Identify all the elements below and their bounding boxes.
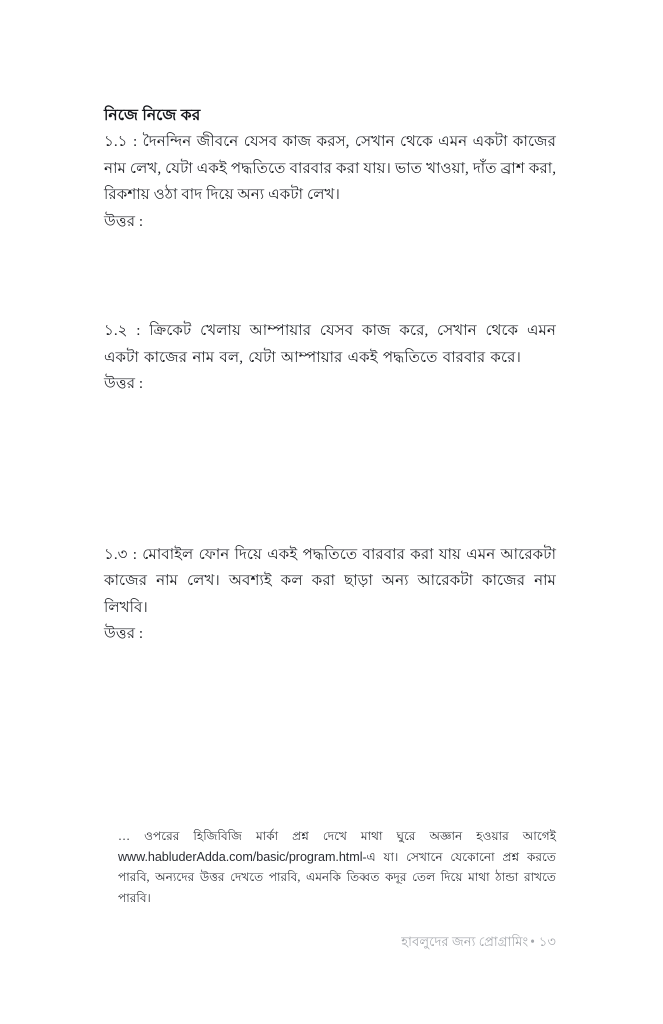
footnote-tail-text: -এ যা। সেখানে যেকোনো প্রশ্ন করতে পারবি, অন্যদের উত্তর দেখতে পারবি, এমনকি তিব্বত কদূর তেল দিয়ে মাথা ঠান্ডা রাখতে পারবি। <box>118 849 556 905</box>
footer-page-number: ১৩ <box>538 934 556 949</box>
question-text-3: ১.৩ : মোবাইল ফোন দিয়ে একই পদ্ধতিতে বারবার করা যায় এমন আরেকটা কাজের নাম লেখ। অবশ্যই কল করা ছাড়া অন্য আরেকটা কাজের নাম লিখবি। <box>104 545 556 616</box>
question-text-2: ১.২ : ক্রিকেট খেলায় আম্পায়ার যেসব কাজ করে, সেখান থেকে এমন একটা কাজের নাম বল, যেটা আম্পায়ার একই পদ্ধতিতে বারবার করে। <box>104 322 556 366</box>
page-footer <box>0 932 556 952</box>
footnote-url[interactable]: www.habluderAdda.com/basic/program.html <box>118 849 363 864</box>
question-text-1: ১.১ : দৈনন্দিন জীবনে যেসব কাজ করস, সেখান থেকে এমন একটা কাজের নাম লেখ, যেটা একই পদ্ধতিতে বারবার করা যায়। ভাত খাওয়া, দাঁত ব্রাশ করা, রিকশায় ওঠা বাদ দিয়ে অন্য একটা লেখ। <box>104 133 556 203</box>
answer-space-1[interactable] <box>104 235 556 318</box>
page-content <box>104 104 556 830</box>
exercise-block-1 <box>104 129 556 318</box>
footnote <box>118 826 556 908</box>
footer-separator-dot: • <box>530 934 535 949</box>
footnote-lead-text: … ওপরের হিজিবিজি মার্কা প্রশ্ন দেখে মাথা ঘুরে অজ্ঞান হওয়ার আগেই <box>118 829 556 843</box>
answer-space-3[interactable] <box>104 648 556 830</box>
exercise-block-3 <box>104 542 556 830</box>
answer-label-3: উত্তর : <box>104 625 144 642</box>
answer-space-2[interactable] <box>104 398 556 542</box>
exercise-block-2 <box>104 318 556 542</box>
answer-label-1: উত্তর : <box>104 212 144 230</box>
footer-book-title: হাবলুদের জন্য প্রোগ্রামিং <box>401 934 529 949</box>
answer-label-2: উত্তর : <box>104 375 144 392</box>
section-heading: নিজে নিজে কর <box>104 107 201 124</box>
